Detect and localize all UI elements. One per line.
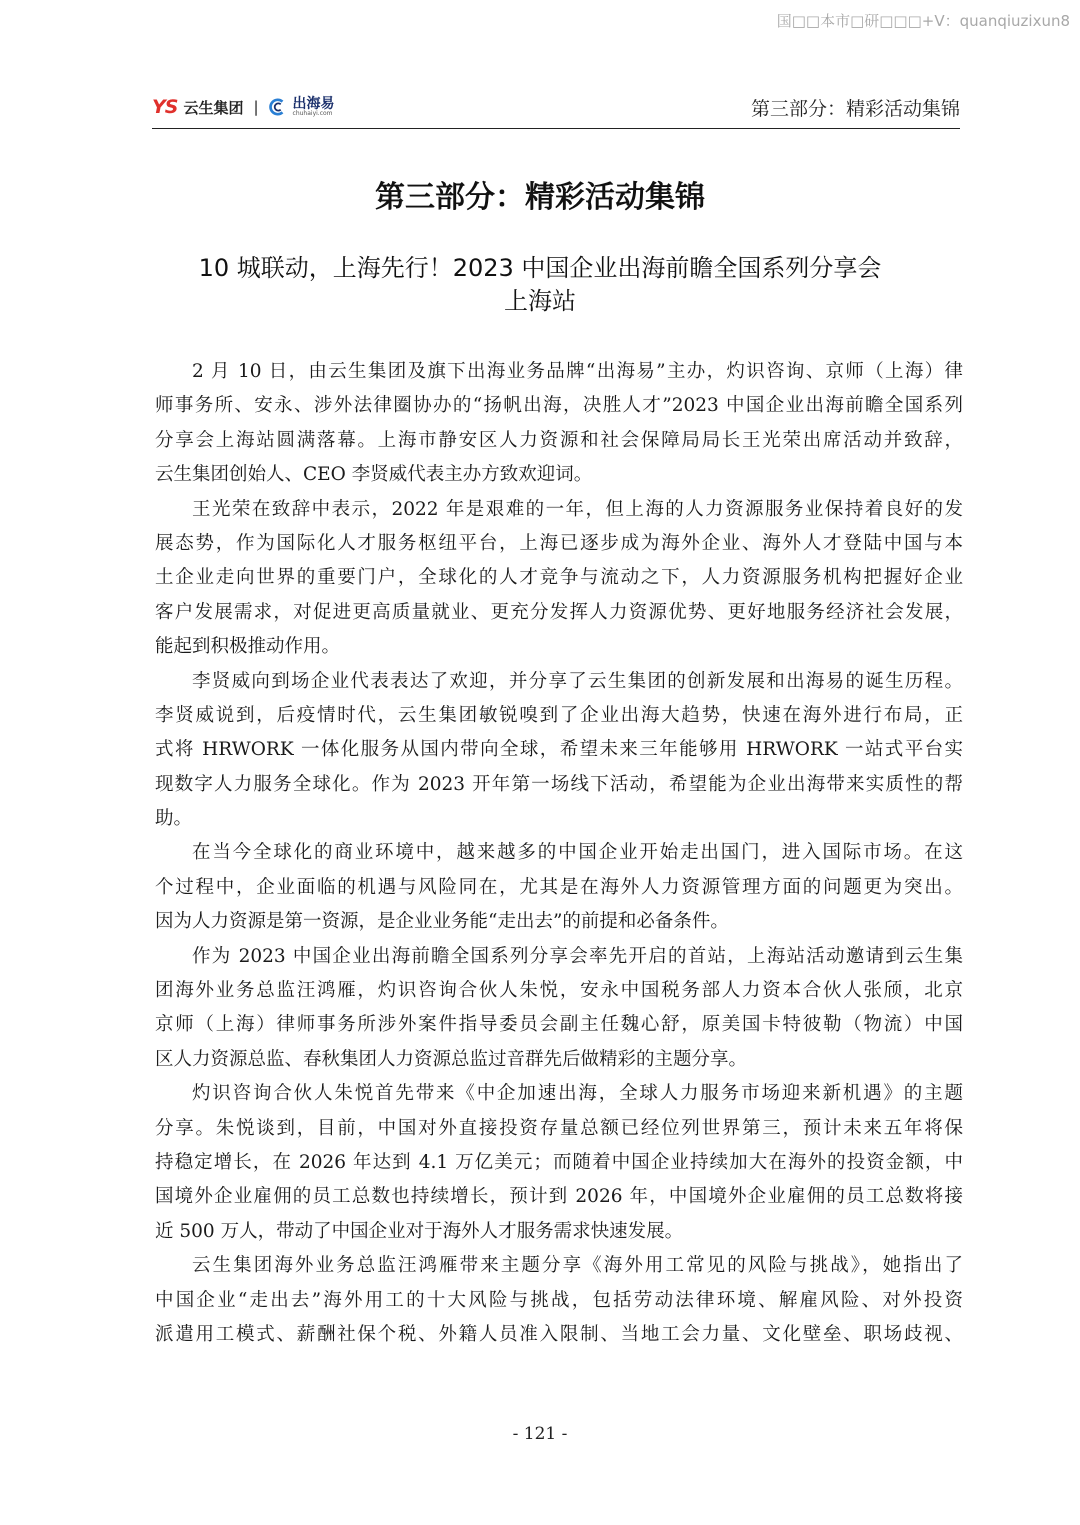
paragraph (155, 1077, 963, 1249)
paragraph-line: 在当今全球化的商业环境中，越来越多的中国企业开始走出国门，进入国际市场。在这 (192, 842, 963, 864)
paragraph-line: 现数字人力服务全球化。作为 2023 开年第一场线下活动，希望能为企业出海带来实质性的帮 (155, 773, 963, 795)
paragraph-line: 因为人力资源是第一资源，是企业业务能“走出去”的前提和必备条件。 (155, 911, 729, 933)
paragraph-line: 作为 2023 中国企业出海前瞻全国系列分享会率先开启的首站，上海站活动邀请到云生集 (192, 945, 963, 967)
paragraph-line: 2 月 10 日，由云生集团及旗下出海业务品牌“出海易”主办，灼识咨询、京师（上海）律 (192, 361, 963, 382)
paragraph-line: 能起到积极推动作用。 (155, 636, 341, 658)
paragraph-line: 中国企业“走出去”海外用工的十大风险与挑战，包括劳动法律环境、解雇风险、对外投资 (155, 1289, 963, 1311)
paragraph-line: 持稳定增长，在 2026 年达到 4.1 万亿美元；而随着中国企业持续加大在海外的投资金额，中 (155, 1151, 963, 1173)
chuhaiyi-logo-icon (269, 98, 287, 116)
chuhaiyi-domain: chuhaiyi.com (292, 110, 333, 117)
paragraph-line: 云生集团海外业务总监汪鸿雁带来主题分享《海外用工常见的风险与挑战》，她指出了 (192, 1255, 963, 1277)
paragraph-line: 国境外企业雇佣的员工总数也持续增长，预计到 2026 年，中国境外企业雇佣的员工总数将接 (155, 1186, 963, 1208)
watermark-text: 国□□本市□研□□□+V：quanqiuzixun8 (776, 12, 1070, 30)
paragraph-line: 式将 HRWORK 一体化服务从国内带向全球，希望未来三年能够用 HRWORK 一站式平台实 (155, 739, 963, 761)
paragraph-line: 助。 (155, 808, 193, 830)
paragraph-line: 师事务所、安永、涉外法律圈协办的“扬帆出海，决胜人才”2023 中国企业出海前瞻全国系列 (155, 395, 963, 417)
paragraph-line: 团海外业务总监汪鸿雁，灼识咨询合伙人朱悦，安永中国税务部人力资本合伙人张颀，北京 (155, 980, 963, 1002)
paragraph-line: 京师（上海）律师事务所涉外案件指导委员会副主任魏心舒，原美国卡特彼勒（物流）中国 (155, 1014, 963, 1036)
page-header (152, 88, 960, 129)
paragraph (155, 665, 963, 837)
chuhaiyi-name: 出海易 (292, 96, 335, 112)
logo-separator: | (253, 98, 259, 116)
article-title-line-2: 上海站 (504, 287, 576, 315)
paragraph-line: 近 500 万人，带动了中国企业对于海外人才服务需求快速发展。 (155, 1220, 684, 1242)
chuhaiyi-brand (293, 97, 335, 117)
paragraph (155, 355, 963, 493)
paragraph-line: 灼识咨询合伙人朱悦首先带来《中企加速出海，全球人力服务市场迎来新机遇》的主题 (192, 1083, 963, 1105)
page-number: - 121 - (512, 1424, 568, 1444)
paragraph-line: 李贤威说到，后疫情时代，云生集团敏锐嗅到了企业出海大趋势，快速在海外进行布局，正 (155, 704, 963, 726)
paragraph-line: 区人力资源总监、春秋集团人力资源总监过音群先后做精彩的主题分享。 (155, 1048, 748, 1070)
paragraph (155, 940, 963, 1078)
paragraph (155, 493, 963, 665)
ys-logo-letters: YS (152, 96, 178, 118)
paragraph-line: 客户发展需求，对促进更高质量就业、更充分发挥人力资源优势、更好地服务经济社会发展， (155, 601, 963, 623)
article-body (155, 355, 963, 1352)
article-title (140, 252, 940, 318)
paragraph-line: 分享。朱悦谈到，目前，中国对外直接投资存量总额已经位列世界第三，预计未来五年将保 (155, 1117, 963, 1139)
paragraph (155, 1249, 963, 1352)
paragraph-line: 云生集团创始人、CEO 李贤威代表主办方致欢迎词。 (155, 464, 593, 486)
paragraph-line: 派遣用工模式、薪酬社保个税、外籍人员准入限制、当地工会力量、文化壁垒、职场歧视、 (155, 1323, 963, 1345)
paragraph-line: 展态势，作为国际化人才服务枢纽平台，上海已逐步成为海外企业、海外人才登陆中国与本 (155, 532, 963, 554)
paragraph-line: 土企业走向世界的重要门户，全球化的人才竞争与流动之下，人力资源服务机构把握好企业 (155, 567, 963, 589)
part-title: 第三部分：精彩活动集锦 (375, 180, 705, 215)
paragraph (155, 836, 963, 939)
company-logo (152, 96, 335, 118)
paragraph-line: 王光荣在致辞中表示，2022 年是艰难的一年，但上海的人力资源服务业保持着良好的发 (192, 498, 963, 520)
header-section-title: 第三部分：精彩活动集锦 (750, 98, 960, 120)
yunsheng-group-name: 云生集团 (183, 98, 244, 117)
ys-logo-mark (152, 96, 177, 118)
paragraph-line: 分享会上海站圆满落幕。上海市静安区人力资源和社会保障局局长王光荣出席活动并致辞， (155, 429, 963, 451)
paragraph-line: 个过程中，企业面临的机遇与风险同在，尤其是在海外人力资源管理方面的问题更为突出。 (155, 876, 963, 898)
article-title-line-1: 10 城联动，上海先行！2023 中国企业出海前瞻全国系列分享会 (198, 254, 882, 282)
paragraph-line: 李贤威向到场企业代表表达了欢迎，并分享了云生集团的创新发展和出海易的诞生历程。 (192, 670, 963, 692)
